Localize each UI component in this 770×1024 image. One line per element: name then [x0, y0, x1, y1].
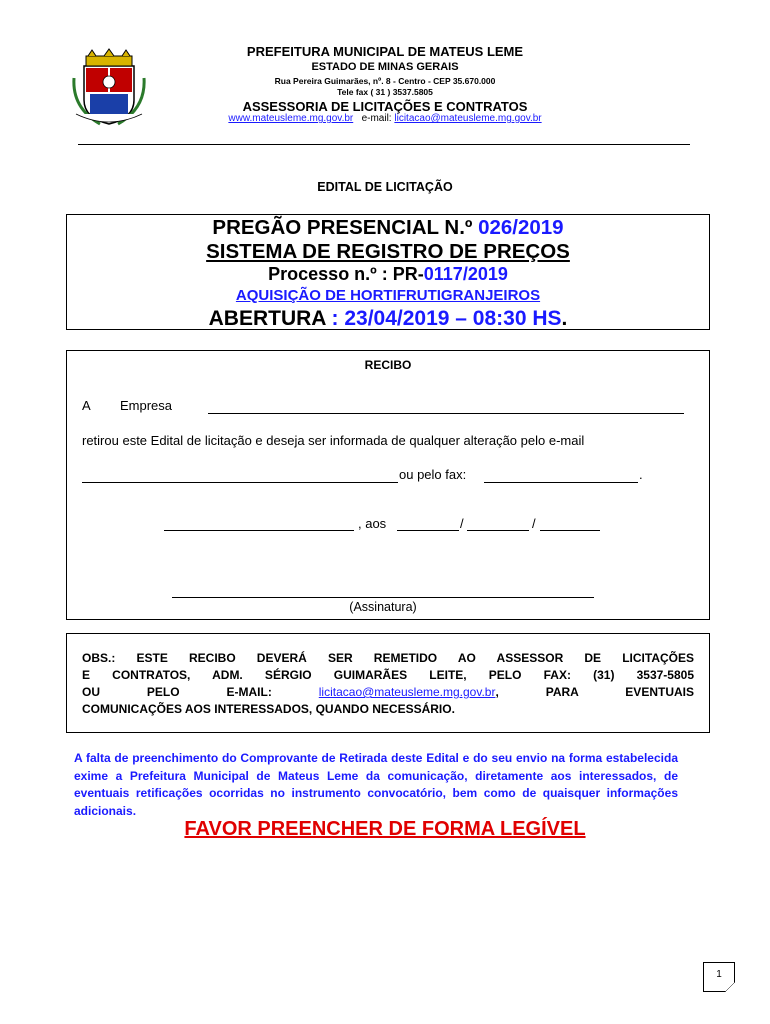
processo-prefix: Processo n.º : PR-	[268, 264, 424, 284]
address: Rua Pereira Guimarães, nº. 8 - Centro - CEP 35.670.000	[274, 76, 496, 86]
abertura-end: .	[561, 307, 568, 330]
recibo-a: A	[82, 398, 91, 413]
obs-line-3-pre: OU PELO E-MAIL:	[82, 685, 272, 699]
abertura-value: : 23/04/2019 – 08:30 HS	[325, 307, 562, 330]
email-fill-field[interactable]	[82, 482, 398, 483]
date-slash-1: /	[460, 516, 464, 531]
contact-links	[0, 113, 770, 124]
obs-line-3-post: , PARA EVENTUAIS	[495, 685, 694, 699]
obs-line-1: OBS.: ESTE RECIBO DEVERÁ SER REMETIDO AO ASSESSOR DE LICITAÇÕES	[82, 651, 694, 665]
phone: Tele fax ( 31 ) 3537.5805	[337, 87, 433, 97]
notice-paragraph: A falta de preenchimento do Comprovante de Retirada deste Edital e do seu envio na forma estabelecida exime a Prefeitura Municipal de Mateus Leme da comunicação, diretamente aos interessados, de eventuais retificações ocorridas no instrumento convocatório, bem como de quaisquer informações adicionais.	[74, 751, 678, 818]
signature-caption: (Assinatura)	[349, 600, 417, 614]
abertura-label: ABERTURA	[208, 307, 326, 330]
org-name: PREFEITURA MUNICIPAL DE MATEUS LEME	[246, 44, 524, 59]
ou-fax-label: ou pelo fax:	[399, 467, 467, 482]
fill-legibly-warning: FAVOR PREENCHER DE FORMA LEGÍVEL	[184, 818, 586, 840]
department-name: ASSESSORIA DE LICITAÇÕES E CONTRATOS	[242, 99, 528, 114]
date-slash-2: /	[532, 516, 536, 531]
obs-line-3	[82, 684, 694, 701]
year-fill-field[interactable]	[540, 530, 600, 531]
abertura-line	[66, 307, 710, 331]
signature-field[interactable]	[172, 597, 594, 598]
document-title: EDITAL DE LICITAÇÃO	[317, 180, 453, 194]
email-link[interactable]: licitacao@mateusleme.mg.gov.br	[394, 113, 542, 124]
srp-line: SISTEMA DE REGISTRO DE PREÇOS	[206, 240, 570, 263]
page-number: 1	[703, 962, 735, 992]
obs-text	[82, 650, 694, 718]
processo-line	[66, 264, 710, 285]
obs-line-2: E CONTRATOS, ADM. SÉRGIO GUIMARÃES LEITE, PELO FAX: (31) 3537-5805	[82, 668, 694, 682]
empresa-field[interactable]	[208, 413, 684, 414]
website-link[interactable]: www.mateusleme.mg.gov.br	[228, 113, 354, 124]
email-label: e-mail:	[361, 113, 392, 124]
state-name: ESTADO DE MINAS GERAIS	[311, 61, 459, 73]
processo-number: 0117/2019	[423, 264, 508, 284]
header-divider	[78, 144, 690, 145]
pregao-prefix: PREGÃO PRESENCIAL N.º	[212, 216, 479, 239]
recibo-box	[66, 350, 710, 620]
obs-email-link[interactable]: licitacao@mateusleme.mg.gov.br	[318, 685, 496, 699]
obs-line-4: COMUNICAÇÕES AOS INTERESSADOS, QUANDO NECESSÁRIO.	[82, 702, 455, 716]
aos-label: , aos	[358, 516, 387, 531]
recibo-empresa-label: Empresa	[120, 398, 173, 413]
day-fill-field[interactable]	[397, 530, 459, 531]
pregao-number: 026/2019	[478, 216, 564, 239]
recibo-retirou-text: retirou este Edital de licitação e deseja ser informada de qualquer alteração pelo e-mail	[82, 433, 585, 448]
pregao-line	[66, 216, 710, 240]
recibo-title: RECIBO	[364, 358, 412, 372]
objeto-line: AQUISIÇÃO DE HORTIFRUTIGRANJEIROS	[235, 287, 541, 304]
month-fill-field[interactable]	[467, 530, 529, 531]
fax-end: .	[639, 467, 643, 482]
fax-fill-field[interactable]	[484, 482, 638, 483]
city-fill-field[interactable]	[164, 530, 354, 531]
